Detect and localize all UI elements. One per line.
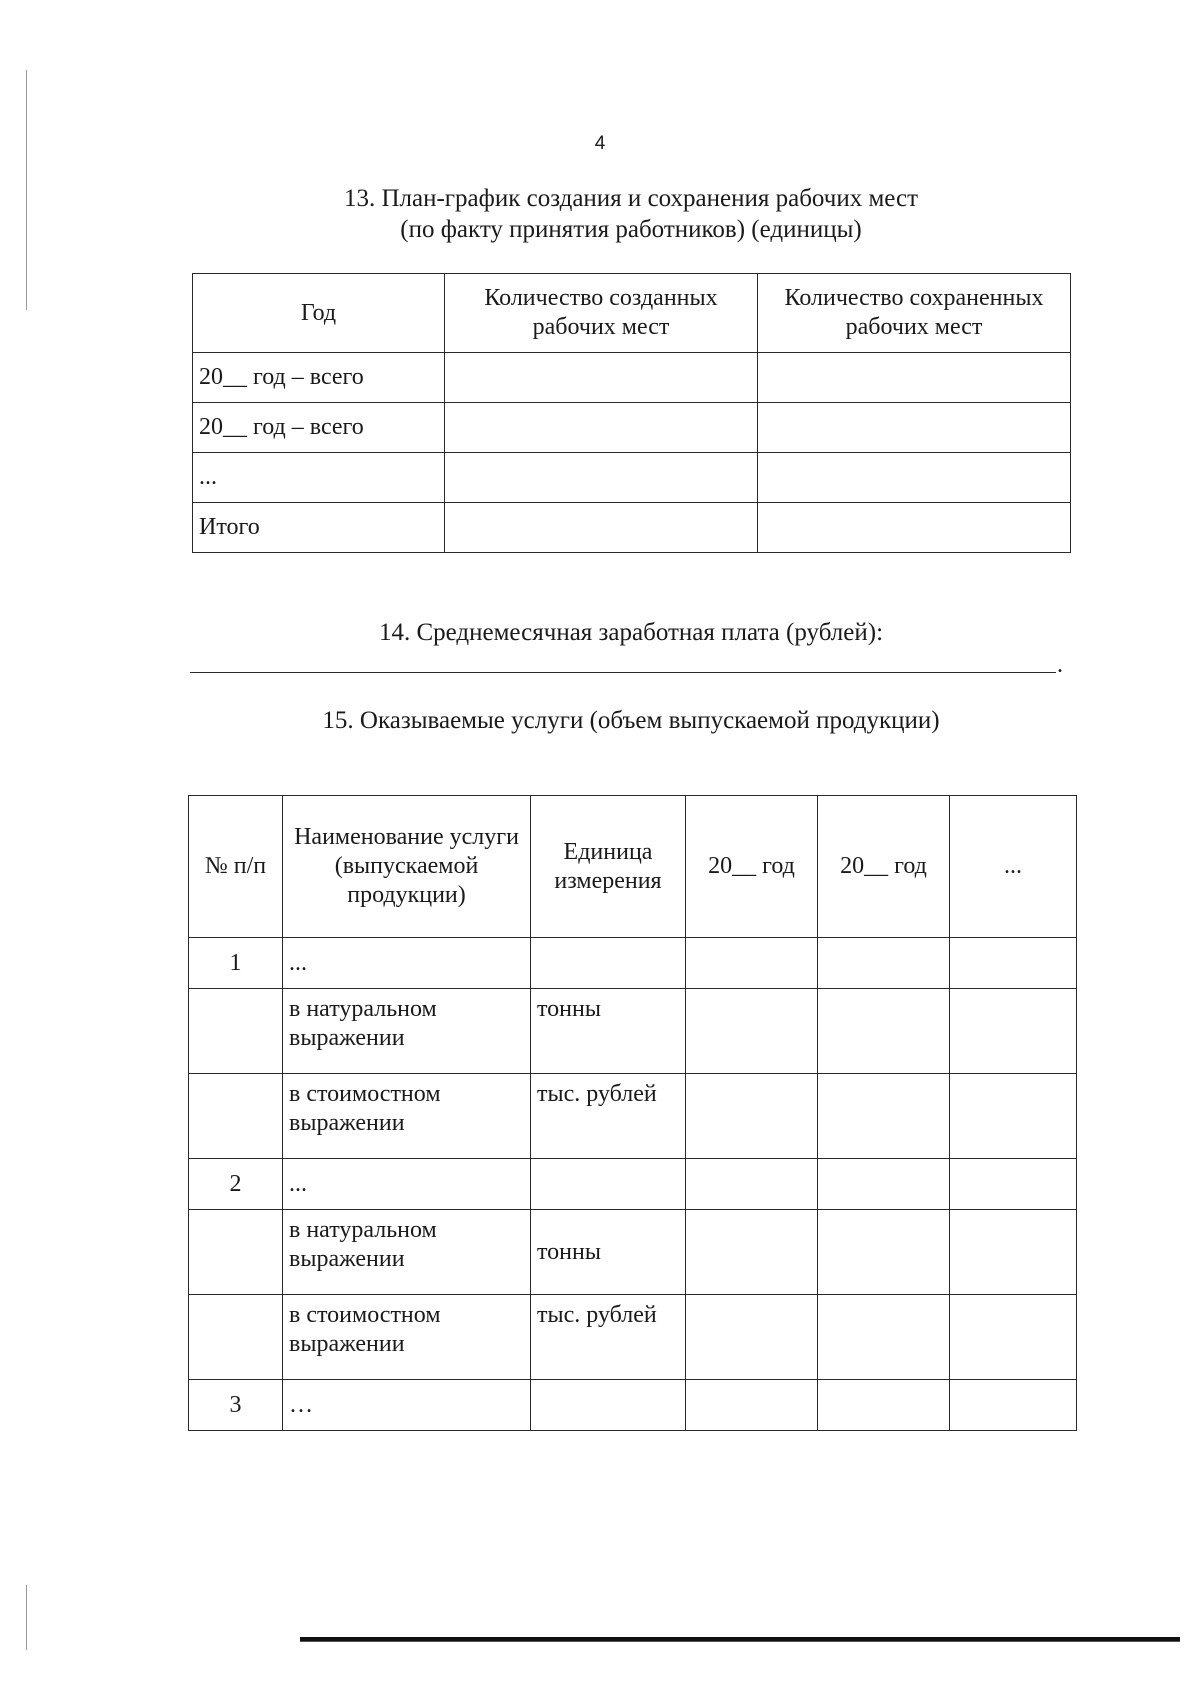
table-cell: 1	[189, 938, 283, 989]
table-cell	[189, 1210, 283, 1295]
table-row	[193, 353, 1071, 403]
table-cell	[445, 353, 758, 403]
services-table	[188, 795, 1077, 1431]
bottom-rule	[300, 1635, 1180, 1643]
table-row	[189, 1380, 1077, 1431]
table-cell	[686, 1074, 818, 1159]
scan-edge-top	[26, 70, 27, 310]
column-header-service-name: Наименование услуги (выпускаемой продукции)	[283, 796, 531, 938]
salary-line-end: .	[1057, 652, 1063, 678]
table-row	[193, 403, 1071, 453]
section-14-title: 14. Среднемесячная заработная плата (рублей):	[378, 619, 884, 646]
section-13-title-line2: (по факту принятия работников) (единицы)	[400, 216, 862, 243]
table-cell: 20__ год – всего	[193, 353, 445, 403]
table-cell	[950, 1074, 1077, 1159]
table-cell	[686, 938, 818, 989]
table-cell	[686, 1159, 818, 1210]
table-cell: в натуральном выражении	[283, 1210, 531, 1295]
table-cell: Итого	[193, 503, 445, 553]
table-cell	[189, 1074, 283, 1159]
salary-fill-line	[190, 672, 1056, 673]
table-cell: ...	[283, 938, 531, 989]
table-cell	[445, 403, 758, 453]
table-cell: тыс. рублей	[531, 1074, 686, 1159]
table-cell	[758, 353, 1071, 403]
table-cell: ...	[283, 1159, 531, 1210]
table-cell	[818, 989, 950, 1074]
table-cell	[189, 989, 283, 1074]
table-cell	[818, 1295, 950, 1380]
table-row	[189, 1210, 1077, 1295]
table-cell	[189, 1295, 283, 1380]
column-header-year-1: 20__ год	[686, 796, 818, 938]
table-cell: 20__ год – всего	[193, 403, 445, 453]
column-header-more: ...	[950, 796, 1077, 938]
table-cell	[950, 1295, 1077, 1380]
table-cell: тыс. рублей	[531, 1295, 686, 1380]
table-cell: тонны	[531, 1210, 686, 1295]
table-header-row	[189, 796, 1077, 938]
table-cell	[950, 1380, 1077, 1431]
column-header-unit: Единица измерения	[531, 796, 686, 938]
table-cell: в стоимостном выражении	[283, 1074, 531, 1159]
table-row	[189, 1159, 1077, 1210]
table-cell	[531, 938, 686, 989]
column-header-created-jobs: Количество созданных рабочих мест	[445, 274, 758, 353]
scan-edge-bottom	[26, 1585, 27, 1650]
column-header-year-2: 20__ год	[818, 796, 950, 938]
table-cell	[818, 1074, 950, 1159]
column-header-year: Год	[193, 274, 445, 353]
section-15-title: 15. Оказываемые услуги (объем выпускаемой продукции)	[322, 707, 940, 734]
table-cell: тонны	[531, 989, 686, 1074]
table-cell	[531, 1380, 686, 1431]
table-row	[193, 453, 1071, 503]
table-row	[189, 1295, 1077, 1380]
table-cell	[686, 1210, 818, 1295]
table-cell: в натуральном выражении	[283, 989, 531, 1074]
table-row	[189, 938, 1077, 989]
table-row-total	[193, 503, 1071, 553]
table-cell	[950, 989, 1077, 1074]
table-cell	[758, 403, 1071, 453]
section-13-title	[192, 183, 1070, 245]
section-13-title-line1: 13. План-график создания и сохранения рабочих мест	[343, 185, 919, 212]
table-cell	[818, 938, 950, 989]
table-cell	[950, 1210, 1077, 1295]
table-cell	[686, 989, 818, 1074]
table-cell: 2	[189, 1159, 283, 1210]
column-header-kept-jobs: Количество сохраненных рабочих мест	[758, 274, 1071, 353]
table-cell: …	[283, 1380, 531, 1431]
table-cell	[686, 1380, 818, 1431]
table-cell	[950, 938, 1077, 989]
table-cell	[818, 1210, 950, 1295]
table-cell	[818, 1380, 950, 1431]
table-cell: 3	[189, 1380, 283, 1431]
table-cell	[445, 503, 758, 553]
table-cell: в стоимостном выражении	[283, 1295, 531, 1380]
table-cell	[445, 453, 758, 503]
table-cell	[758, 503, 1071, 553]
table-cell	[950, 1159, 1077, 1210]
table-header-row	[193, 274, 1071, 353]
table-cell: ...	[193, 453, 445, 503]
table-cell	[531, 1159, 686, 1210]
jobs-schedule-table	[192, 273, 1071, 553]
table-cell	[818, 1159, 950, 1210]
table-cell	[686, 1295, 818, 1380]
page-number: 4	[594, 133, 606, 154]
table-cell	[758, 453, 1071, 503]
table-row	[189, 989, 1077, 1074]
table-row	[189, 1074, 1077, 1159]
column-header-number: № п/п	[189, 796, 283, 938]
